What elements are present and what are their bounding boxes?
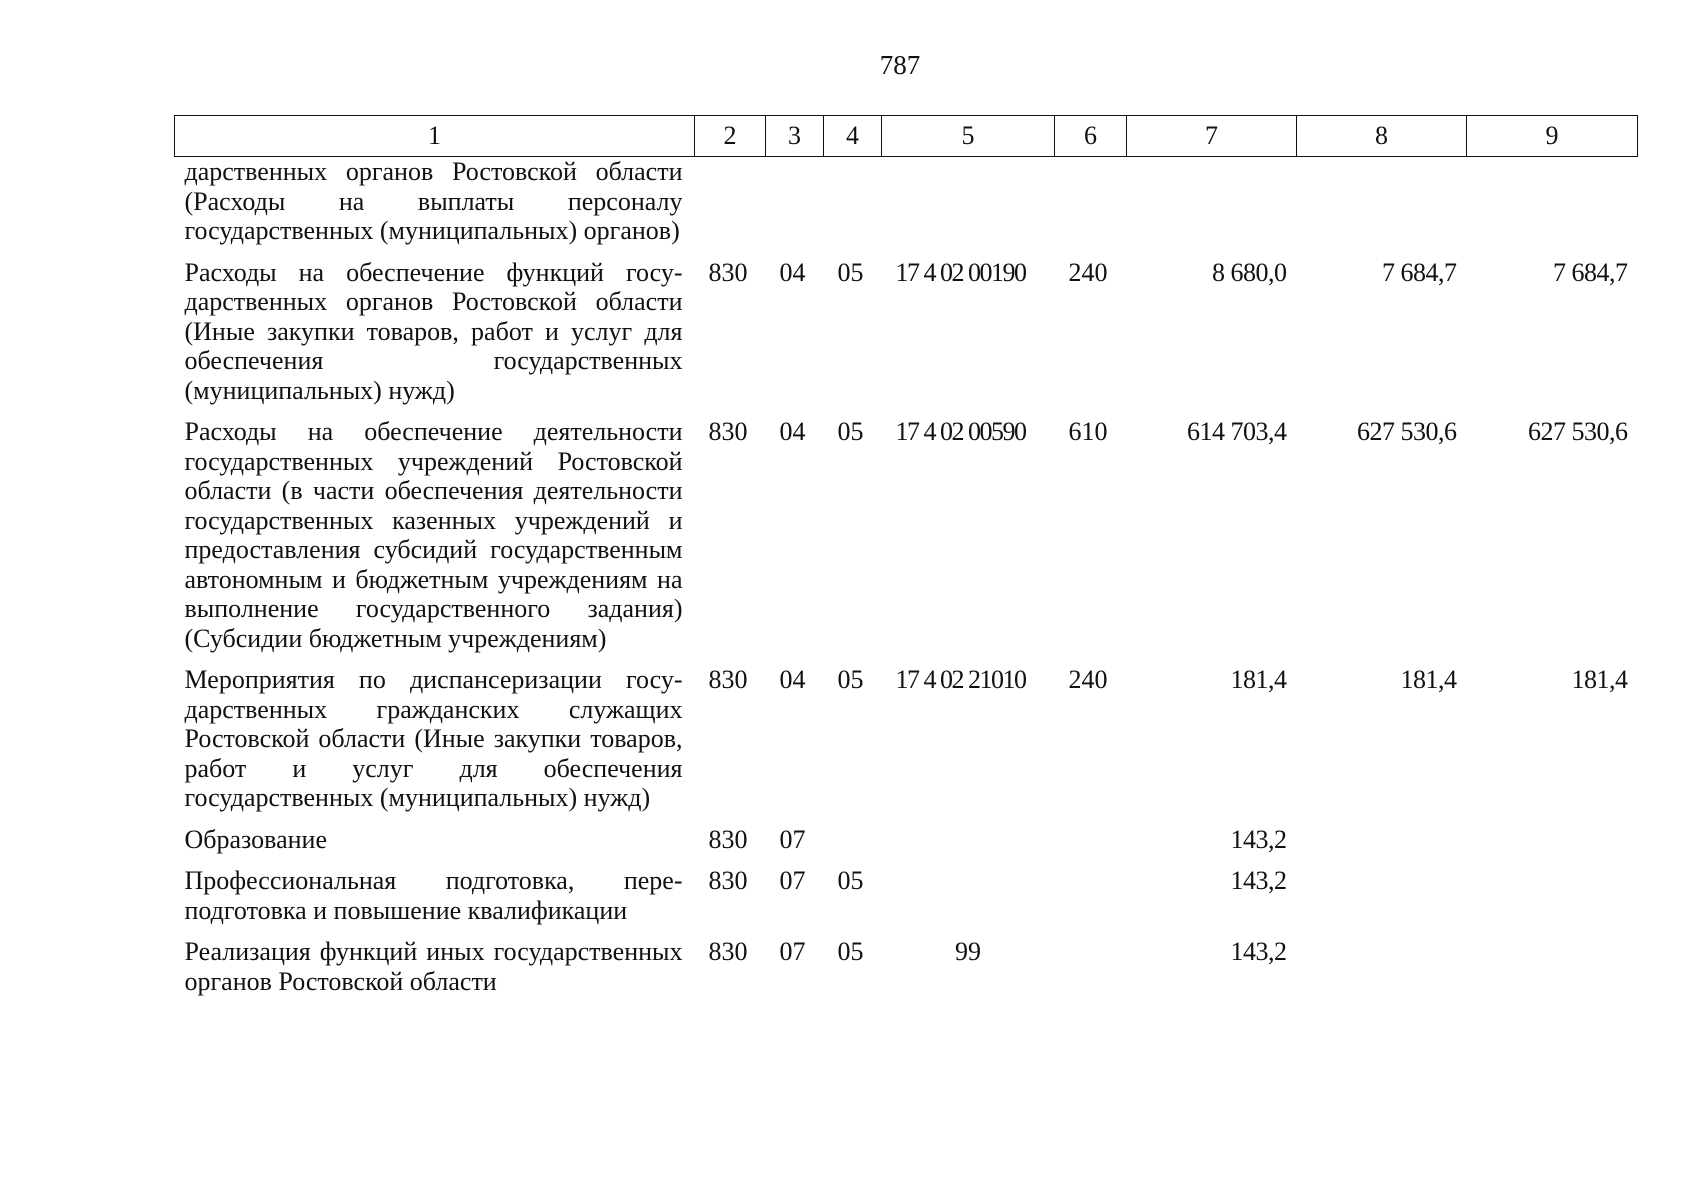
table-header-row: [175, 116, 1638, 157]
row-subsection-code: 05: [837, 665, 864, 694]
row-amount-col7: 614 703,4: [1187, 417, 1287, 446]
row-amount-col8: 7 684,7: [1382, 257, 1457, 287]
header-col-2: 2: [695, 116, 766, 157]
row-description: дарственных органов Ростовской области (Расходы на выплаты персоналу государственных (муниципальных) органов): [184, 157, 683, 245]
row-description: Реализация функций иных государственных органов Ростовской области: [184, 937, 683, 996]
table-row: [175, 825, 1638, 867]
row-section-code: [766, 157, 824, 258]
row-section-code: 04: [779, 417, 806, 446]
row-expense-type: [1055, 157, 1127, 258]
row-ministry-code: 830: [708, 257, 748, 287]
row-subsection-code: [824, 157, 882, 258]
row-expense-type: [1055, 825, 1127, 867]
row-target-code: 99: [955, 937, 981, 966]
row-target-code: [882, 157, 1055, 258]
row-description: Образование: [184, 824, 328, 854]
row-target-code: 17 4 02 21010: [895, 665, 1026, 694]
row-target-code: [882, 866, 1055, 937]
header-col-6: 6: [1055, 116, 1127, 157]
header-col-9: 9: [1467, 116, 1638, 157]
table-row: [175, 866, 1638, 937]
row-description: Мероприятия по диспансеризации государственных гражданских служащих Ростовской области (Иные закупки товаров, работ и услуг для обеспечения государственных (муниципальных) нужд): [184, 665, 683, 812]
budget-table: [174, 115, 1638, 996]
row-subsection-code: 05: [837, 866, 864, 895]
row-amount-col9: [1467, 866, 1638, 937]
row-section-code: 07: [779, 937, 806, 966]
row-subsection-code: 05: [837, 937, 864, 966]
row-amount-col9: 7 684,7: [1553, 257, 1628, 287]
row-subsection-code: 05: [837, 257, 864, 287]
table-row: [175, 937, 1638, 996]
table-row: [175, 665, 1638, 825]
row-amount-col9: 181,4: [1571, 665, 1628, 694]
row-expense-type: [1055, 937, 1127, 996]
row-amount-col9: [1467, 937, 1638, 996]
header-col-1: 1: [175, 116, 695, 157]
row-ministry-code: 830: [708, 866, 748, 895]
row-ministry-code: 830: [708, 417, 748, 446]
table-row: [175, 258, 1638, 418]
row-expense-type: 610: [1068, 417, 1108, 446]
row-description: Профессиональная подготовка, переподготовка и повышение квалификации: [184, 866, 683, 925]
row-amount-col8: [1297, 157, 1467, 258]
header-col-3: 3: [766, 116, 824, 157]
row-amount-col9: [1467, 825, 1638, 867]
row-amount-col8: [1297, 825, 1467, 867]
table-row: [175, 157, 1638, 258]
row-amount-col7: 143,2: [1230, 866, 1287, 895]
header-col-7: 7: [1127, 116, 1297, 157]
header-col-8: 8: [1297, 116, 1467, 157]
row-target-code: [882, 825, 1055, 867]
row-ministry-code: 830: [708, 824, 748, 854]
header-col-4: 4: [824, 116, 882, 157]
row-expense-type: [1055, 866, 1127, 937]
row-amount-col7: 143,2: [1230, 937, 1287, 966]
row-amount-col8: [1297, 866, 1467, 937]
row-expense-type: 240: [1068, 257, 1108, 287]
row-ministry-code: 830: [708, 665, 748, 694]
row-section-code: 04: [779, 257, 806, 287]
row-amount-col7: 8 680,0: [1212, 257, 1287, 287]
header-col-5: 5: [882, 116, 1055, 157]
row-section-code: 07: [779, 866, 806, 895]
row-section-code: 04: [779, 665, 806, 694]
row-amount-col8: 627 530,6: [1357, 417, 1457, 446]
row-ministry-code: [695, 157, 766, 258]
row-subsection-code: [824, 825, 882, 867]
row-amount-col8: 181,4: [1400, 665, 1457, 694]
row-target-code: 17 4 02 00590: [895, 417, 1026, 446]
row-expense-type: 240: [1068, 665, 1108, 694]
row-amount-col8: [1297, 937, 1467, 996]
row-subsection-code: 05: [837, 417, 864, 446]
table-row: [175, 417, 1638, 665]
row-amount-col7: [1127, 157, 1297, 258]
row-amount-col7: 143,2: [1230, 824, 1287, 854]
page-number: 787: [879, 50, 921, 80]
budget-table-container: [174, 115, 1637, 996]
row-amount-col7: 181,4: [1230, 665, 1287, 694]
row-amount-col9: [1467, 157, 1638, 258]
row-description: Расходы на обеспечение деятельности государственных учреждений Ростовской области (в части обеспечения деятельности государственных казенных учреждений и предоставления субсидий государственным автономным и бюджетным учреждениям на выполнение государственного задания) (Субсидии бюджетным учреждениям): [184, 417, 683, 653]
row-description: Расходы на обеспечение функций государственных органов Ростовской области (Иные закупки товаров, работ и услуг для обеспечения государственных (муниципальных) нужд): [184, 257, 683, 405]
row-amount-col9: 627 530,6: [1528, 417, 1628, 446]
row-ministry-code: 830: [708, 937, 748, 966]
row-section-code: 07: [779, 824, 806, 854]
row-target-code: 17 4 02 00190: [895, 257, 1026, 287]
